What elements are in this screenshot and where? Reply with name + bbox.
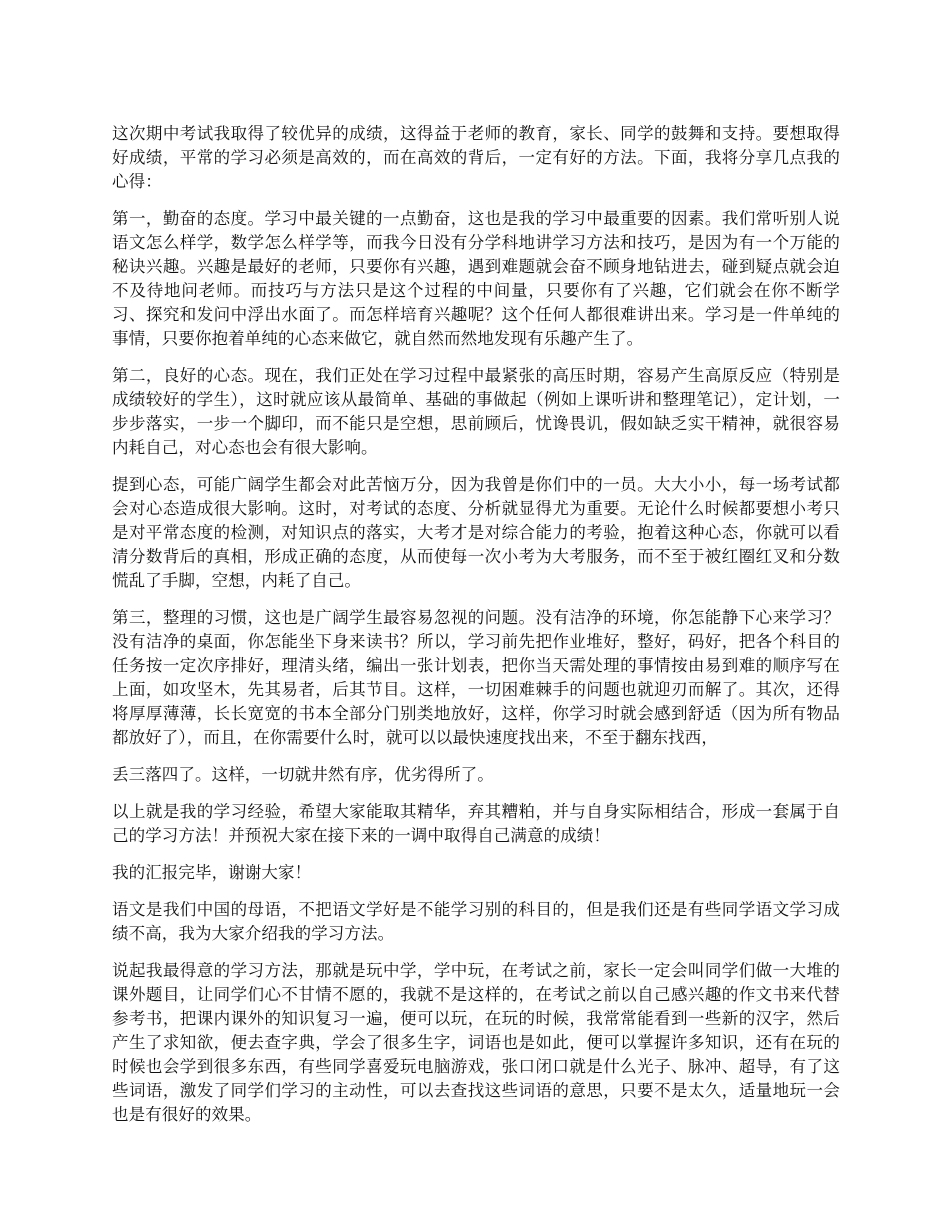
paragraph-organizing-continued: 丢三落四了。这样，一切就井然有序，优劣得所了。 <box>112 765 494 784</box>
document-body <box>112 122 840 1140</box>
paragraph-conclusion: 以上就是我的学习经验，希望大家能取其精华，弃其糟粕，并与自身实际相结合，形成一套属于自己的学习方法！并预祝大家在接下来的一调中取得自己满意的成绩！ <box>112 802 840 845</box>
paragraph-play-and-learn: 说起我最得意的学习方法，那就是玩中学，学中玩，在考试之前，家长一定会叫同学们做一大堆的课外题目，让同学们心不甘情不愿的，我就不是这样的，在考试之前以自己感兴趣的作文书来代替参考书，把课内课外的知识复习一遍，便可以玩，在玩的时候，我常常能看到一些新的汉字，然后产生了求知欲，便去查字典，学会了很多生字，词语也是如此，便可以掌握许多知识，还有在玩的时候也会学到很多东西，有些同学喜爱玩电脑游戏，张口闭口就是什么光子、脉冲、超导，有了这些词语，激发了同学们学习的主动性，可以去查找这些词语的意思，只要不是太久，适量地玩一会也是有很好的效果。 <box>112 961 840 1124</box>
paragraph-mindset-exams: 提到心态，可能广阔学生都会对此苦恼万分，因为我曾是你们中的一员。大大小小，每一场考试都会对心态造成很大影响。这时，对考试的态度、分析就显得尤为重要。无论什么时候都要想小考只是对平常态度的检测，对知识点的落实，大考才是对综合能力的考验，抱着这种心态，你就可以看清分数背后的真相，形成正确的态度，从而使每一次小考为大考服务，而不至于被红圈红叉和分数慌乱了手脚，空想，内耗了自己。 <box>112 475 840 590</box>
paragraph-closing: 我的汇报完毕，谢谢大家！ <box>112 863 312 882</box>
paragraph-mindset: 第二，良好的心态。现在，我们正处在学习过程中最紧张的高压时期，容易产生高原反应（特别是成绩较好的学生），这时就应该从最简单、基础的事做起（例如上课听讲和整理笔记），定计划，一步步落实，一步一个脚印，而不能只是空想，思前顾后，忧谗畏讥，假如缺乏实干精神，就很容易内耗自己，对心态也会有很大影响。 <box>112 366 840 457</box>
paragraph-diligence: 第一，勤奋的态度。学习中最关键的一点勤奋，这也是我的学习中最重要的因素。我们常听别人说语文怎么样学，数学怎么样学等，而我今日没有分学科地讲学习方法和技巧，是因为有一个万能的秘诀兴趣。兴趣是最好的老师，只要你有兴趣，遇到难题就会奋不顾身地钻进去，碰到疑点就会迫不及待地问老师。而技巧与方法只是这个过程的中间量，只要你有了兴趣，它们就会在你不断学习、探究和发问中浮出水面了。而怎样培育兴趣呢？这个任何人都很难讲出来。学习是一件单纯的事情，只要你抱着单纯的心态来做它，就自然而然地发现有乐趣产生了。 <box>112 209 840 348</box>
paragraph-intro: 这次期中考试我取得了较优异的成绩，这得益于老师的教育，家长、同学的鼓舞和支持。要想取得好成绩，平常的学习必须是高效的，而在高效的背后，一定有好的方法。下面，我将分享几点我的心得： <box>112 124 840 191</box>
paragraph-chinese-intro: 语文是我们中国的母语，不把语文学好是不能学习别的科目的，但是我们还是有些同学语文学习成绩不高，我为大家介绍我的学习方法。 <box>112 900 840 943</box>
paragraph-organizing: 第三，整理的习惯，这也是广阔学生最容易忽视的问题。没有洁净的环境，你怎能静下心来学习？没有洁净的桌面，你怎能坐下身来读书？所以，学习前先把作业堆好，整好，码好，把各个科目的任务按一定次序排好，理清头绪，编出一张计划表，把你当天需处理的事情按由易到难的顺序写在上面，如攻坚木，先其易者，后其节目。这样，一切困难棘手的问题也就迎刃而解了。其次，还得将厚厚薄薄，长长宽宽的书本全部分门别类地放好，这样，你学习时就会感到舒适（因为所有物品都放好了），而且，在你需要什么时，就可以以最快速度找出来，不至于翻东找西， <box>112 608 840 747</box>
